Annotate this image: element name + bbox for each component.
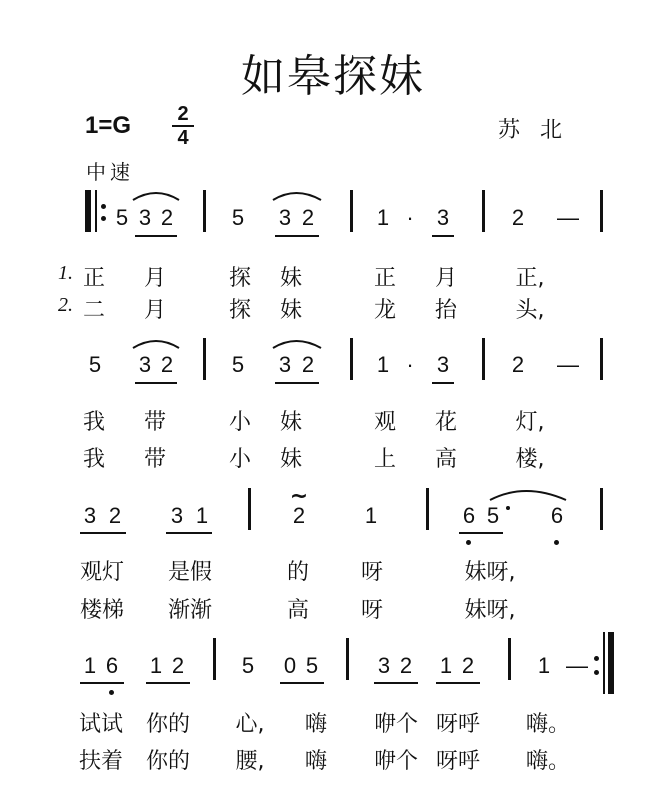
lyric: 我	[82, 447, 106, 472]
lyric: 上	[373, 447, 397, 472]
dash: —	[566, 653, 588, 678]
note: 2	[301, 205, 315, 230]
note: 5	[241, 653, 255, 678]
time-signature-top: 2	[177, 103, 189, 125]
note: 3	[83, 503, 97, 528]
lyric: 是假	[167, 560, 213, 585]
lyric: 带	[143, 447, 167, 472]
lyric: 你的	[145, 749, 191, 774]
lyric: 呀呼	[435, 712, 481, 737]
note: 3	[436, 205, 450, 230]
lyric: 心,	[235, 712, 265, 737]
lyric: 你的	[145, 712, 191, 737]
lyric: 月	[143, 298, 167, 323]
verse-number: 2.	[58, 294, 73, 316]
note: 3	[377, 653, 391, 678]
note: 1	[439, 653, 453, 678]
note: 5	[115, 205, 129, 230]
lyric: 妹	[279, 410, 303, 435]
lyric: 小	[228, 447, 252, 472]
note: 5	[231, 352, 245, 377]
note: 1	[364, 503, 378, 528]
lyric: 观	[373, 410, 397, 435]
note: 2	[511, 205, 525, 230]
note: 1	[376, 205, 390, 230]
lyric: 正,	[515, 266, 545, 291]
lyric: 头,	[515, 298, 545, 323]
lyric: 我	[82, 410, 106, 435]
note: 6	[462, 503, 476, 528]
note: 3	[170, 503, 184, 528]
note: 3	[436, 352, 450, 377]
note: 2	[292, 503, 306, 528]
note: 5	[231, 205, 245, 230]
slur	[133, 193, 179, 200]
note: 2	[301, 352, 315, 377]
note: 3	[138, 205, 152, 230]
lyric: 抬	[434, 298, 458, 323]
lyric: 灯,	[515, 410, 545, 435]
note: 2	[108, 503, 122, 528]
lyric: 高	[286, 598, 310, 623]
note: 1	[537, 653, 551, 678]
lyric: 试试	[78, 712, 124, 737]
lyric: 呀	[360, 560, 384, 585]
note: 2	[461, 653, 475, 678]
song-title: 如皋探妹	[241, 51, 425, 102]
note: 5	[88, 352, 102, 377]
lyric: 月	[143, 266, 167, 291]
region-label: 苏北	[498, 118, 583, 143]
lyric: 咿个	[373, 749, 419, 774]
lyric: 嗨。	[525, 712, 571, 737]
lyric: 观灯	[79, 560, 125, 585]
lyric: 呀呼	[435, 749, 481, 774]
lyric: 楼,	[515, 447, 545, 472]
lyric: 扶着	[78, 749, 124, 774]
note: 2	[160, 205, 174, 230]
lyric: 呀	[360, 598, 384, 623]
note: 3	[138, 352, 152, 377]
note: 1	[83, 653, 97, 678]
note: 5	[486, 503, 500, 528]
note: 0	[283, 653, 297, 678]
augmentation-dot: ·	[406, 352, 414, 377]
note: 3	[278, 205, 292, 230]
lyric: 花	[434, 410, 458, 435]
note: 1	[376, 352, 390, 377]
dash: —	[557, 352, 579, 377]
lyric: 嗨	[304, 712, 328, 737]
key-signature: 1=G	[85, 112, 132, 139]
lyric: 嗨	[304, 749, 328, 774]
lyric: 渐渐	[167, 598, 213, 623]
lyric: 带	[143, 410, 167, 435]
note: 1	[149, 653, 163, 678]
lyric: 的	[286, 560, 310, 585]
augmentation-dot: ·	[406, 205, 414, 230]
time-signature-bottom: 4	[177, 127, 189, 149]
lyric: 妹呀,	[464, 560, 516, 585]
lyric: 高	[434, 447, 458, 472]
lyric: 探	[228, 266, 252, 291]
verse-number: 1.	[58, 262, 73, 284]
note: 2	[399, 653, 413, 678]
note: 2	[171, 653, 185, 678]
tempo-marking: 中速	[86, 160, 134, 184]
slur	[490, 491, 566, 500]
lyric: 二	[82, 298, 106, 323]
note: 2	[160, 352, 174, 377]
slur	[273, 193, 321, 200]
slur	[133, 341, 179, 348]
note: 5	[305, 653, 319, 678]
lyric: 妹	[279, 266, 303, 291]
note: 1	[195, 503, 209, 528]
note: 6	[550, 503, 564, 528]
note: 2	[511, 352, 525, 377]
lyric: 腰,	[235, 749, 265, 774]
lyric: 正	[373, 266, 397, 291]
lyric: 龙	[373, 298, 397, 323]
lyric: 探	[228, 298, 252, 323]
note: 3	[278, 352, 292, 377]
lyric: 妹	[279, 298, 303, 323]
slur	[273, 341, 321, 348]
lyric: 月	[434, 266, 458, 291]
lyric: 嗨。	[525, 749, 571, 774]
lyric: 妹呀,	[464, 598, 516, 623]
dash: —	[557, 205, 579, 230]
lyric: 妹	[279, 447, 303, 472]
lyric: 咿个	[373, 712, 419, 737]
note: 6	[105, 653, 119, 678]
lyric: 正	[82, 266, 106, 291]
lyric: 小	[228, 410, 252, 435]
ornament-mark: ~	[289, 484, 309, 509]
lyric: 楼梯	[79, 598, 125, 623]
